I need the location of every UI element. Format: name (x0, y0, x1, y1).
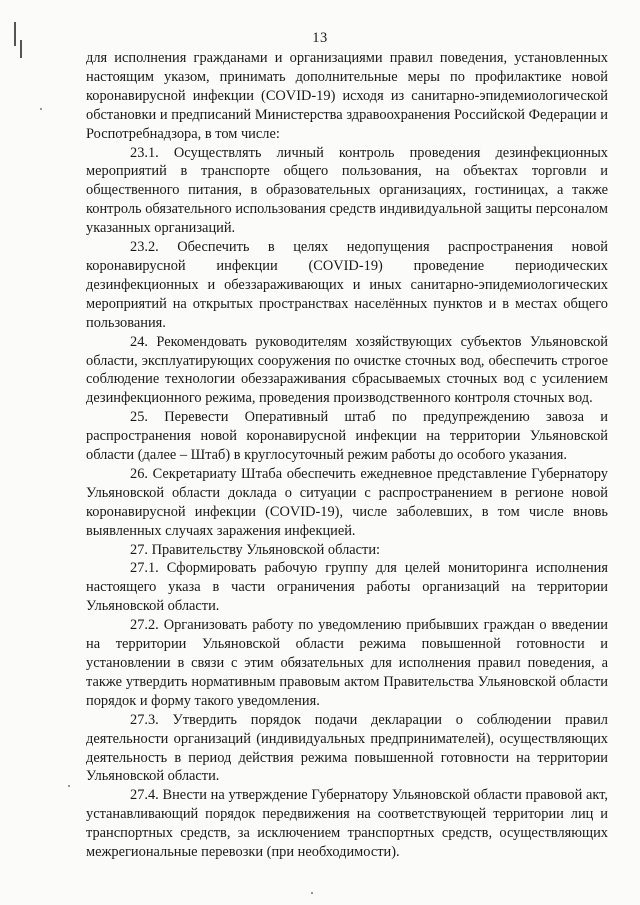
paragraph-27-4: 27.4. Внести на утверждение Губернатору Ульяновской области правовой акт, устанавливающий порядок передвижения на соответствующей территории лиц и транспортных средств, за исключением транспортных средств, осуществляющих межрегиональные перевозки (при необходимости). (86, 787, 608, 861)
paragraph-23-continuation: для исполнения гражданами и организациями правил поведения, установленных настоящим указом, принимать дополнительные меры по профилактике новой коронавирусной инфекции (COVID-19) исходя из санитарно-эпидемиологической обстановки и предписаний Министерства здравоохранения Российской Федерации и Роспотребнадзора, в том числе: (86, 50, 608, 142)
paragraph-23-2: 23.2. Обеспечить в целях недопущения распространения новой коронавирусной инфекции (COVID-19) проведение периодических дезинфекционных и обеззараживающих и иных санитарно-эпидемиологических мероприятий на открытых пространствах населённых пунктов и в местах общего пользования. (86, 239, 608, 331)
paragraph-26: 26. Секретариату Штаба обеспечить ежедневное представление Губернатору Ульяновской области доклада о ситуации с распространением в регионе новой коронавирусной инфекции (COVID-19), числе заболевших, в том числе вновь выявленных случаях заражения инфекцией. (86, 465, 608, 539)
paragraph-24: 24. Рекомендовать руководителям хозяйствующих субъектов Ульяновской области, эксплуатирующих сооружения по очистке сточных вод, обеспечить строгое соблюдение технологии обеззараживания сбрасываемых сточных вод с усилением дезинфекционного режима, проведения производственного контроля сточных вод. (86, 333, 608, 407)
paragraph-27-1: 27.1. Сформировать рабочую группу для целей мониторинга исполнения настоящего указа в части ограничения работы организаций на территории Ульяновской области. (86, 560, 608, 615)
document-body (86, 49, 608, 862)
scan-speck (311, 892, 313, 894)
paragraph-27-2: 27.2. Организовать работу по уведомлению прибывших граждан о введении на территории Ульяновской области режима повышенной готовности и установлении в связи с этим обязательных для исполнения правил поведения, а также утвердить нормативным правовым актом Правительства Ульяновской области порядок и форму такого уведомления. (86, 617, 608, 709)
paragraph-27: 27. Правительству Ульяновской области: (130, 541, 381, 558)
paragraph-25: 25. Перевести Оперативный штаб по предупреждению завоза и распространения новой коронавирусной инфекции на территории Ульяновской области (далее – Штаб) в круглосуточный режим работы до особого указания. (86, 409, 608, 464)
page-number: 13 (312, 30, 328, 46)
scan-speck (68, 785, 70, 787)
paragraph-23-1: 23.1. Осуществлять личный контроль проведения дезинфекционных мероприятий в транспорте общего пользования, на объектах торговли и общественного питания, в образовательных организациях, гостиницах, а также контроль обязательного использования средств индивидуальной защиты персоналом указанных организаций. (86, 144, 608, 237)
paragraph-27-3: 27.3. Утвердить порядок подачи декларации о соблюдении правил деятельности организаций (индивидуальных предпринимателей), осуществляющих деятельность в период действия режима повышенной готовности на территории Ульяновской области. (86, 711, 608, 785)
scan-speck (40, 108, 42, 110)
